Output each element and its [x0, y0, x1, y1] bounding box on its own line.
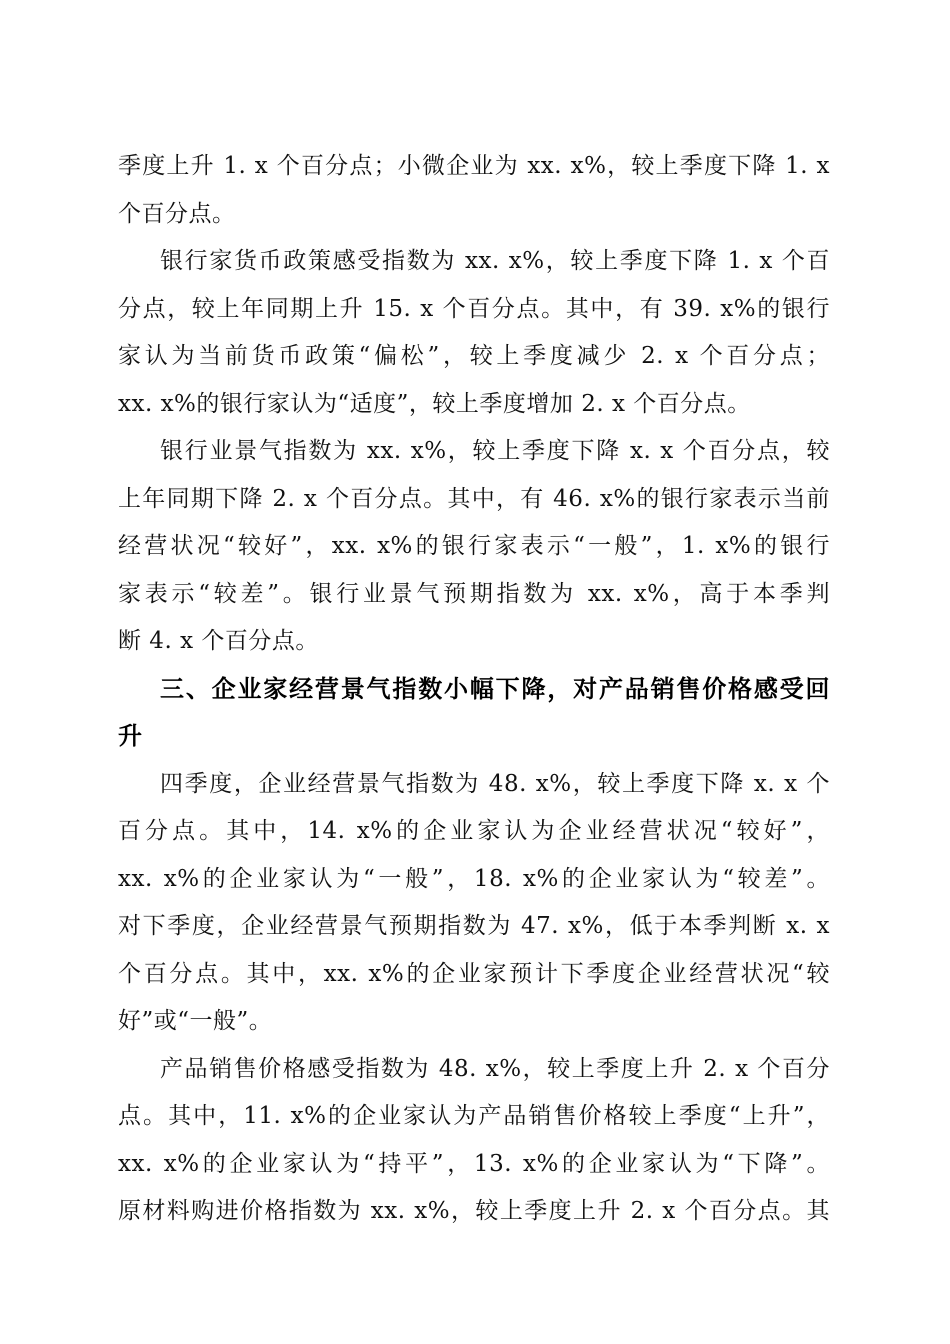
- paragraph-line: 银行业景气指数为 xx. x%，较上季度下降 x. x 个百分点，较: [160, 438, 830, 464]
- paragraph-line: xx. x%的企业家认为“一般”，18. x%的企业家认为“较差”。: [118, 865, 830, 892]
- paragraph-line: 上年同期下降 2. x 个百分点。其中，有 46. x%的银行家表示当前: [118, 485, 830, 512]
- paragraph-line: 家表示“较差”。银行业景气预期指数为 xx. x%，高于本季判: [118, 580, 830, 607]
- paragraph-line: 分点，较上年同期上升 15. x 个百分点。其中，有 39. x%的银行: [118, 295, 830, 322]
- paragraph-line: 个百分点。其中，xx. x%的企业家预计下季度企业经营状况“较: [118, 960, 830, 987]
- document-body: [118, 143, 830, 1236]
- paragraph-line: 经营状况“较好”，xx. x%的银行家表示“一般”，1. x%的银行: [118, 533, 830, 559]
- paragraph-line: 断 4. x 个百分点。: [118, 628, 319, 654]
- paragraph-line: 点。其中，11. x%的企业家认为产品销售价格较上季度“上升”，: [118, 1103, 830, 1129]
- paragraph-line: 好”或“一般”。: [118, 1008, 273, 1034]
- paragraph-line: 家认为当前货币政策“偏松”，较上季度减少 2. x 个百分点；: [118, 343, 830, 369]
- paragraph-line: 对下季度，企业经营景气预期指数为 47. x%，低于本季判断 x. x: [118, 913, 830, 939]
- paragraph-line: xx. x%的银行家认为“适度”，较上季度增加 2. x 个百分点。: [118, 390, 751, 417]
- paragraph-line: 季度上升 1. x 个百分点；小微企业为 xx. x%，较上季度下降 1. x: [118, 153, 830, 179]
- paragraph-line: 产品销售价格感受指数为 48. x%，较上季度上升 2. x 个百分: [160, 1055, 830, 1082]
- paragraph-line: 四季度，企业经营景气指数为 48. x%，较上季度下降 x. x 个: [160, 770, 830, 797]
- section-heading: 三、企业家经营景气指数小幅下降，对产品销售价格感受回: [160, 674, 830, 703]
- paragraph-line: xx. x%的企业家认为“持平”，13. x%的企业家认为“下降”。: [118, 1150, 830, 1177]
- section-heading: 升: [118, 722, 143, 750]
- paragraph-line: 银行家货币政策感受指数为 xx. x%，较上季度下降 1. x 个百: [160, 248, 830, 274]
- paragraph-line: 百分点。其中，14. x%的企业家认为企业经营状况“较好”，: [118, 818, 830, 844]
- paragraph-line: 个百分点。: [118, 200, 236, 227]
- paragraph-line: 原材料购进价格指数为 xx. x%，较上季度上升 2. x 个百分点。其: [118, 1198, 830, 1224]
